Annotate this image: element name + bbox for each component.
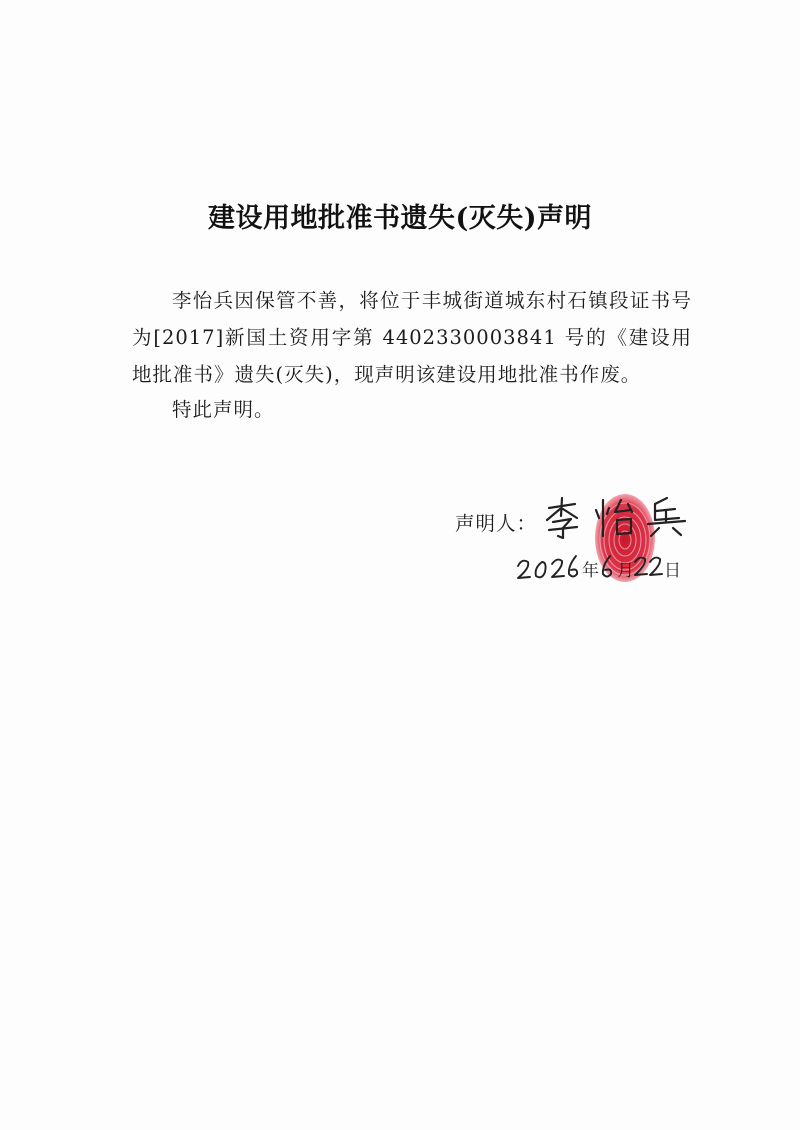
- closing-line: 特此声明。: [172, 398, 275, 421]
- declarant-label: 声明人：: [455, 512, 538, 535]
- svg-text:月: 月: [617, 561, 634, 581]
- handwritten-date: [512, 548, 692, 588]
- svg-text:日: 日: [664, 561, 681, 581]
- page-title: 建设用地批准书遗失(灭失)声明: [207, 203, 593, 234]
- statement-paragraph: 李怡兵因保管不善，将位于丰城街道城东村石镇段证书号为[2017]新国土资用字第 4402330003841 号的《建设用地批准书》遗失(灭失)，现声明该建设用地批准书作废。: [132, 289, 692, 386]
- handwritten-signature: [535, 492, 695, 542]
- svg-text:年: 年: [582, 561, 599, 581]
